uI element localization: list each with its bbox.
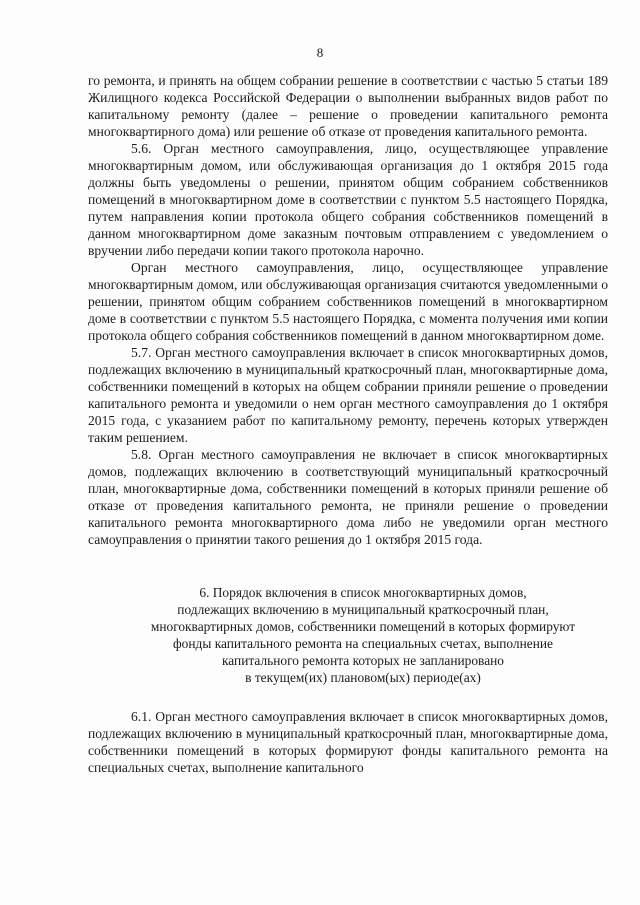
paragraph-5-7: 5.7. Орган местного самоуправления включает в список многоквартирных домов, подлежащих включению в муниципальный краткосрочный план, многоквартирные дома, собственники помещений в которых на общем собрании приняли решение о проведении капитального ремонта и уведомили о нем орган местного самоуправления до 1 октября 2015 года, с указанием работ по капитальному ремонту, перечень которых утвержден таким решением.: [88, 345, 608, 445]
paragraph-5-6: 5.6. Орган местного самоуправления, лицо, осуществляющее управление многоквартирным домом, или обслуживающая организация до 1 октября 2015 года должны быть уведомлены о решении, принятом общим собранием собственников помещений в многоквартирном доме в соответствии с пунктом 5.5 настоящего Порядка, путем направления копии протокола общего собрания собственников помещений в данном многоквартирном доме заказным почтовым отправлением с уведомлением о вручении либо передачи копии такого протокола нарочно.: [88, 141, 608, 258]
paragraph-continuation: го ремонта, и принять на общем собрании решение в соответствии с частью 5 статьи 189 Жилищного кодекса Российской Федерации о выполнении выбранных видов работ по капитальному ремонту (далее – решение о проведении капитального ремонта многоквартирного дома) или решение об отказе от проведения капитального ремонта.: [88, 73, 608, 139]
page-number: 8: [316, 45, 324, 60]
document-body: [88, 72, 608, 776]
section-6-heading: 6. Порядок включения в список многоквартирных домов, подлежащих включению в муниципальный краткосрочный план, многоквартирных домов, собственники помещений в которых формируют фонды капитального ремонта на специальных счетах, выполнение капитального ремонта которых не запланировано в текущем(их) плановом(ых) периоде(ах): [150, 585, 576, 685]
paragraph-5-6-notice: Орган местного самоуправления, лицо, осуществляющее управление многоквартирным домом, или обслуживающая организация считаются уведомленными о решении, принятом общим собранием собственников помещений в многоквартирном доме в соответствии с пунктом 5.5 настоящего Порядка, с момента получения ими копии протокола общего собрания собственников помещений в данном многоквартирном доме.: [88, 260, 608, 343]
paragraph-6-1: 6.1. Орган местного самоуправления включает в список многоквартирных домов, подлежащих включению в муниципальный краткосрочный план, многоквартирные дома, собственники помещений в которых формируют фонды капитального ремонта на специальных счетах, выполнение капитального: [88, 709, 608, 775]
paragraph-5-8: 5.8. Орган местного самоуправления не включает в список многоквартирных домов, подлежащих включению в соответствующий муниципальный краткосрочный план, многоквартирные дома, собственники помещений в которых приняли решение об отказе от проведения капитального ремонта, не приняли решение о проведении капитального ремонта многоквартирного дома либо не уведомили орган местного самоуправления о принятии такого решения до 1 октября 2015 года.: [88, 447, 608, 547]
